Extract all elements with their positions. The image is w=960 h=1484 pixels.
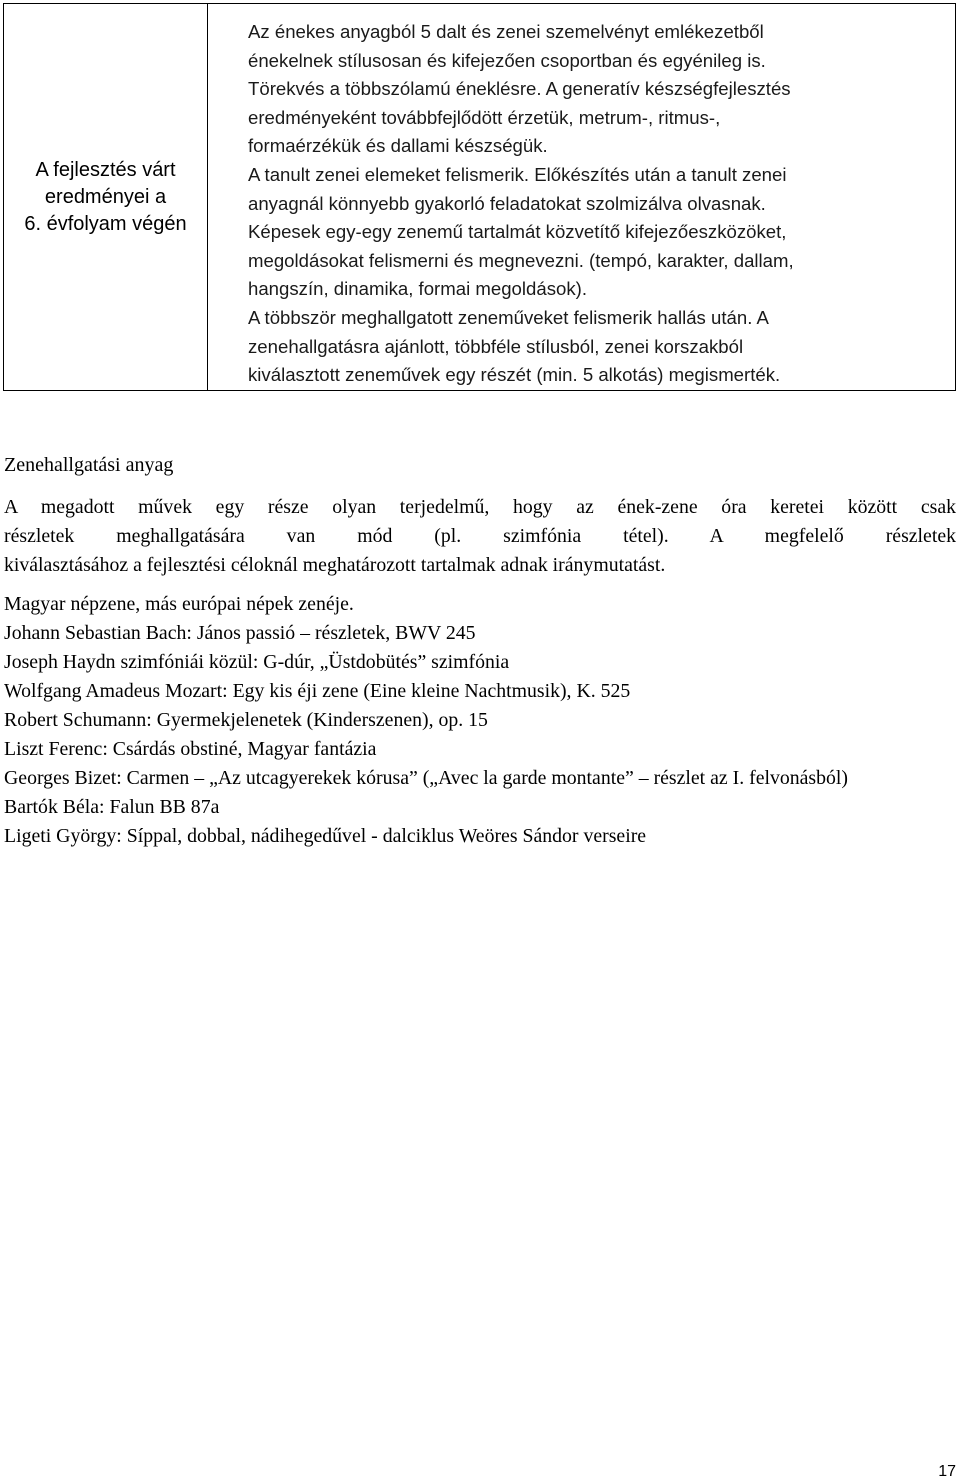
content-line: A többször meghallgatott zeneműveket felismerik hallás után. A [248, 306, 769, 328]
content-line: megoldásokat felismerni és megnevezni. (tempó, karakter, dallam, [248, 249, 794, 271]
content-line: anyagnál könnyebb gyakorló feladatokat szolmizálva olvasnak. [248, 192, 766, 214]
page-number: 17 [938, 1463, 956, 1480]
works-list [4, 590, 956, 851]
content-line: Képesek egy-egy zenemű tartalmát közvetítő kifejezőeszközöket, [248, 221, 787, 243]
content-line: Törekvés a többszólamú éneklésre. A generatív készségfejlesztés [248, 78, 791, 100]
content-line: eredményeként továbbfejlődött érzetük, metrum-, ritmus-, [248, 106, 721, 128]
work-item: Liszt Ferenc: Csárdás obstiné, Magyar fantázia [4, 738, 377, 760]
work-item: Ligeti György: Síppal, dobbal, nádihegedűvel - dalciklus Weöres Sándor verseire [4, 825, 647, 847]
content-cell [208, 4, 956, 391]
work-item: Bartók Béla: Falun BB 87a [4, 796, 220, 818]
work-item: Georges Bizet: Carmen – „Az utcagyerekek kórusa” („Avec la garde montante” – részlet az I. felvonásból) [4, 767, 848, 789]
label-line: eredményei a [44, 186, 167, 209]
content-line: A tanult zenei elemeket felismerik. Előkészítés után a tanult zenei [248, 163, 787, 185]
work-item: Robert Schumann: Gyermekjelenetek (Kinderszenen), op. 15 [4, 709, 488, 731]
label-text [4, 157, 207, 238]
intro-line: A megadott művek egy része olyan terjedelmű, hogy az ének-zene óra keretei között csak [4, 496, 956, 518]
content-text [248, 18, 945, 390]
label-cell [4, 4, 208, 391]
content-line: énekelnek stílusosan és kifejezően csoportban és egyénileg is. [248, 49, 766, 71]
label-line: 6. évfolyam végén [24, 213, 187, 236]
expected-results-table [3, 3, 956, 391]
label-line: A fejlesztés várt [35, 159, 176, 182]
content-line: kiválasztott zeneművek egy részét (min. 5 alkotás) megismerték. [248, 364, 781, 386]
work-item: Johann Sebastian Bach: János passió – részletek, BWV 245 [4, 622, 476, 644]
content-line: zenehallgatásra ajánlott, többféle stílusból, zenei korszakból [248, 335, 744, 357]
intro-line: részletek meghallgatására van mód (pl. szimfónia tétel). A megfelelő részletek [4, 525, 956, 547]
content-line: hangszín, dinamika, formai megoldások). [248, 278, 587, 300]
section-heading: Zenehallgatási anyag [4, 454, 174, 476]
intro-line: kiválasztásához a fejlesztési céloknál meghatározott tartalmak adnak iránymutatást. [4, 554, 666, 576]
content-line: formaérzékük és dallami készségük. [248, 135, 548, 157]
work-item: Joseph Haydn szimfóniái közül: G-dúr, „Üstdobütés” szimfónia [4, 651, 510, 673]
work-item: Magyar népzene, más európai népek zenéje. [4, 593, 354, 615]
work-item: Wolfgang Amadeus Mozart: Egy kis éji zene (Eine kleine Nachtmusik), K. 525 [4, 680, 631, 702]
expected-results-row [4, 4, 956, 391]
intro-paragraph [4, 493, 956, 580]
content-line: Az énekes anyagból 5 dalt és zenei szemelvényt emlékezetből [248, 21, 764, 42]
